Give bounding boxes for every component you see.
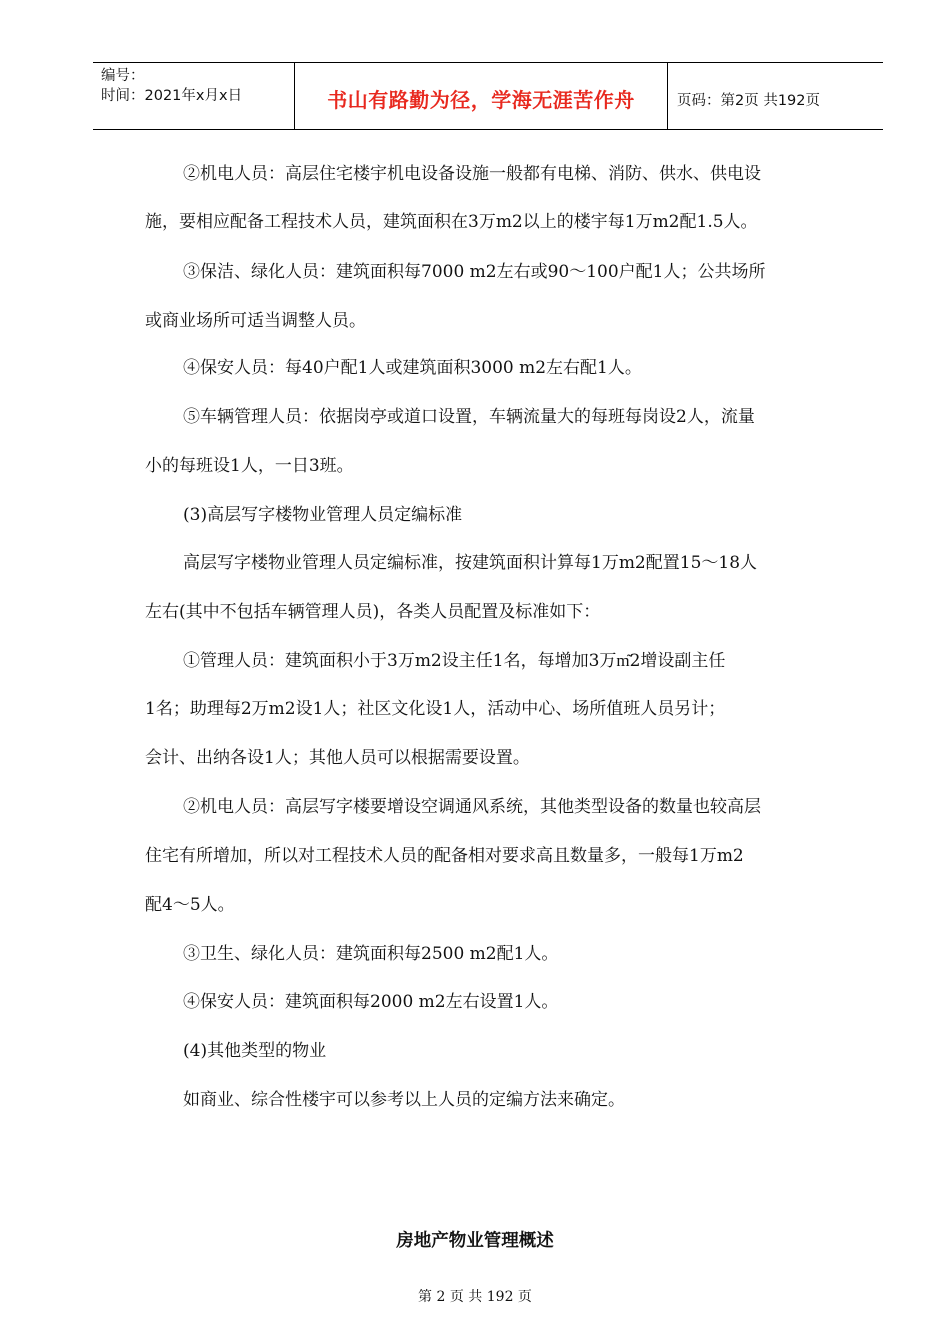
text-line: ①管理人员：建筑面积小于3万m2设主任1名，每增加3万m͂2增设副主任 bbox=[183, 651, 726, 671]
text-line: 1名；助理每2万m2设1人；社区文化设1人，活动中心、场所值班人员另计； bbox=[145, 699, 726, 719]
text-line: ③保洁、绿化人员：建筑面积每7000 m2左右或90～100户配1人；公共场所 bbox=[183, 262, 766, 282]
header-divider bbox=[667, 63, 668, 129]
text-line: ④保安人员：建筑面积每2000 m2左右设置1人。 bbox=[183, 992, 559, 1012]
text-line: ③卫生、绿化人员：建筑面积每2500 m2配1人。 bbox=[183, 944, 559, 964]
text-line: 会计、出纳各设1人；其他人员可以根据需要设置。 bbox=[145, 748, 530, 768]
header-page-number: 页码：第2页 共192页 bbox=[677, 93, 821, 109]
header-meta bbox=[101, 66, 242, 106]
page-footer: 第 2 页 共 192 页 bbox=[418, 1289, 532, 1305]
text-line: (3)高层写字楼物业管理人员定编标准 bbox=[183, 505, 463, 525]
text-line: (4)其他类型的物业 bbox=[183, 1041, 327, 1061]
text-line: ④保安人员：每40户配1人或建筑面积3000 m2左右配1人。 bbox=[183, 358, 642, 378]
page-header bbox=[93, 62, 883, 130]
header-motto: 书山有路勤为径，学海无涯苦作舟 bbox=[327, 88, 635, 112]
text-line: 小的每班设1人，一日3班。 bbox=[145, 456, 354, 476]
serial-label: 编号： bbox=[101, 68, 145, 84]
text-line: 或商业场所可适当调整人员。 bbox=[145, 311, 366, 331]
text-line: 如商业、综合性楼宇可以参考以上人员的定编方法来确定。 bbox=[183, 1090, 625, 1110]
text-line: 配4～5人。 bbox=[145, 895, 235, 915]
text-line: 左右(其中不包括车辆管理人员)，各类人员配置及标准如下： bbox=[145, 602, 601, 622]
text-line: ②机电人员：高层住宅楼宇机电设备设施一般都有电梯、消防、供水、供电设 bbox=[183, 164, 761, 184]
text-line: ②机电人员：高层写字楼要增设空调通风系统，其他类型设备的数量也较高层 bbox=[183, 797, 761, 817]
time-label: 时间：2021年x月x日 bbox=[101, 88, 243, 104]
text-line: 施，要相应配备工程技术人员，建筑面积在3万m2以上的楼宇每1万m2配1.5人。 bbox=[145, 212, 758, 232]
text-line: 高层写字楼物业管理人员定编标准，按建筑面积计算每1万m2配置15～18人 bbox=[183, 553, 758, 573]
section-title: 房地产物业管理概述 bbox=[396, 1231, 554, 1251]
text-line: ⑤车辆管理人员：依据岗亭或道口设置，车辆流量大的每班每岗设2人，流量 bbox=[183, 407, 755, 427]
text-line: 住宅有所增加，所以对工程技术人员的配备相对要求高且数量多，一般每1万m2 bbox=[145, 846, 744, 866]
